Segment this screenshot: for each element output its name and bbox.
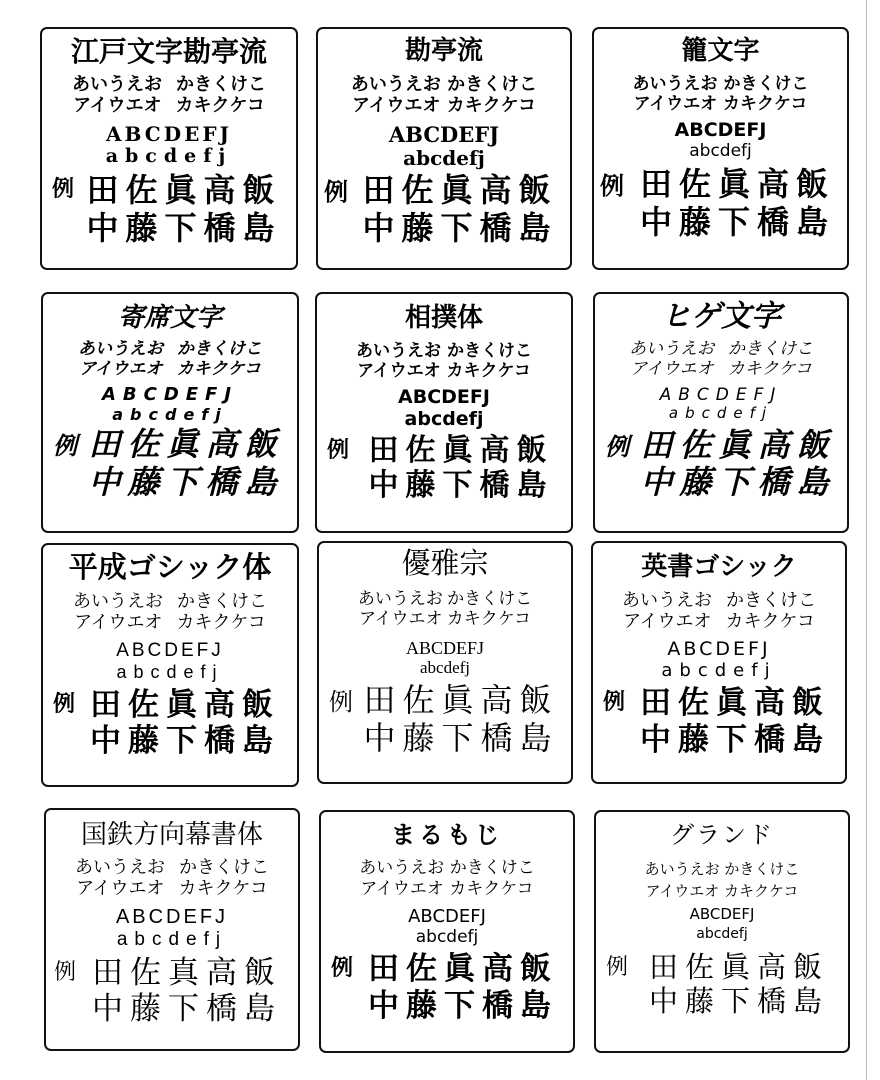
hiragana-group-1: あいうえお: [644, 860, 720, 879]
font-sample-card: [593, 292, 849, 533]
example-kanji-row-2: 中藤下橋島: [648, 983, 829, 1018]
hiragana-group-1: あいうえお: [359, 858, 445, 879]
example-kanji-row-1: 田佐眞高飯: [86, 170, 282, 209]
example-kanji-row-2: 中藤下橋島: [90, 723, 280, 759]
hiragana-sample: [596, 860, 848, 878]
example-kanji-row-1: 田佐眞高飯: [362, 170, 558, 209]
hiragana-group-1: あいうえお: [632, 73, 718, 94]
example-block: [42, 172, 296, 262]
example-kanji-row-1: 田佐眞高飯: [368, 433, 554, 469]
lowercase-sample: abcdefj: [116, 928, 228, 950]
font-name: 相撲体: [404, 303, 483, 333]
katakana-group-2: カキクケコ: [176, 612, 266, 633]
hiragana-sample: [321, 858, 573, 878]
uppercase-sample: ABCDEFJ: [674, 119, 767, 142]
katakana-sample: [321, 879, 573, 899]
lowercase-sample: abcdefj: [404, 408, 484, 431]
hiragana-group-2: かきくけこ: [446, 340, 532, 361]
example-block: [321, 951, 573, 1041]
example-kanji-row-2: 中藤下橋島: [368, 987, 558, 1024]
lowercase-sample: abcdefj: [689, 141, 752, 162]
font-sample-card: [316, 27, 572, 270]
katakana-sample: [319, 609, 571, 629]
font-sample-card: [44, 808, 300, 1051]
font-name: まるもじ: [391, 821, 503, 849]
hiragana-sample: [594, 74, 847, 94]
example-block: [317, 433, 571, 523]
katakana-group-2: カキクケコ: [175, 95, 265, 117]
katakana-group-2: カキクケコ: [724, 882, 799, 901]
hiragana-group-2: かきくけこ: [449, 858, 535, 879]
katakana-sample: [43, 612, 297, 634]
uppercase-sample: ABCDEFJ: [101, 384, 239, 406]
example-label: 例: [52, 175, 75, 202]
katakana-group-2: カキクケコ: [176, 358, 261, 379]
example-block: [596, 950, 848, 1040]
uppercase-sample: ABCDEFJ: [388, 121, 500, 147]
font-sample-card: [592, 27, 849, 270]
katakana-group-1: アイウエオ: [360, 878, 444, 899]
lowercase-sample: abcdefj: [668, 404, 774, 423]
example-block: [43, 426, 297, 516]
hiragana-group-2: かきくけこ: [726, 589, 816, 611]
font-sample-card: [40, 27, 298, 270]
hiragana-sample: [317, 341, 571, 361]
example-kanji-row-1: 田佐眞高飯: [368, 951, 558, 988]
font-name: 優雅宗: [401, 548, 489, 580]
katakana-group-1: アイウエオ: [357, 360, 441, 381]
katakana-sample: [43, 359, 297, 379]
font-name: 勘亭流: [404, 36, 483, 66]
font-name: グランド: [670, 821, 774, 849]
example-label: 例: [606, 954, 629, 980]
lowercase-sample: abcdefj: [415, 926, 479, 947]
example-kanji-row-2: 中藤下橋島: [640, 721, 830, 758]
hiragana-group-1: あいうえお: [73, 590, 163, 611]
example-block: [318, 172, 570, 262]
example-kanji-row-1: 田佐眞高飯: [363, 681, 559, 718]
uppercase-sample: ABCDEFJ: [116, 640, 224, 662]
lowercase-sample: abcdefj: [696, 925, 748, 942]
katakana-sample: [317, 361, 571, 381]
katakana-group-1: アイウエオ: [623, 611, 712, 633]
font-name: ヒゲ文字: [661, 299, 781, 334]
lowercase-sample: abcdefj: [105, 144, 233, 167]
font-sample-card: [319, 810, 575, 1053]
hiragana-group-2: かきくけこ: [177, 590, 267, 611]
example-kanji-row-1: 田佐眞高飯: [640, 685, 830, 722]
example-kanji-row-2: 中藤下橋島: [92, 991, 282, 1027]
hiragana-sample: [593, 590, 845, 612]
font-sample-card: [315, 292, 573, 533]
example-kanji-row-1: 田佐眞高飯: [648, 949, 829, 984]
example-kanji-row-2: 中藤下橋島: [368, 468, 554, 504]
hiragana-group-2: かきくけこ: [179, 856, 269, 877]
example-kanji-row-2: 中藤下橋島: [86, 208, 282, 247]
font-sample-card: [41, 543, 299, 787]
uppercase-sample: ABCDEFJ: [115, 905, 229, 928]
example-kanji-row-1: 田佐眞高飯: [90, 686, 280, 722]
hiragana-group-1: あいうえお: [622, 589, 712, 611]
hiragana-group-1: あいうえお: [356, 340, 442, 361]
example-block: [319, 682, 571, 772]
hiragana-group-2: かきくけこ: [447, 588, 533, 608]
example-label: 例: [324, 176, 348, 206]
hiragana-sample: [46, 857, 298, 879]
uppercase-sample: ABCDEFJ: [408, 906, 486, 928]
katakana-group-1: アイウエオ: [73, 95, 162, 117]
uppercase-sample: ABCDEFJ: [689, 905, 755, 924]
example-kanji-row-2: 中藤下橋島: [363, 719, 559, 756]
font-sample-card: [591, 541, 847, 784]
katakana-group-1: アイウエオ: [633, 93, 718, 114]
katakana-group-2: カキクケコ: [725, 611, 815, 633]
katakana-sample: [596, 882, 848, 900]
lowercase-sample: abcdefj: [116, 661, 224, 682]
font-sample-card: [594, 810, 850, 1053]
katakana-group-2: カキクケコ: [727, 359, 812, 380]
katakana-group-2: カキクケコ: [446, 95, 536, 117]
katakana-sample: [42, 95, 296, 117]
example-block: [43, 687, 297, 777]
hiragana-group-1: あいうえお: [357, 588, 443, 608]
hiragana-sample: [319, 589, 571, 609]
example-label: 例: [327, 438, 350, 464]
example-label: 例: [603, 690, 626, 716]
katakana-group-2: カキクケコ: [178, 878, 268, 899]
hiragana-group-1: あいうえお: [72, 73, 162, 95]
font-sample-card: [317, 541, 573, 784]
example-label: 例: [600, 171, 624, 200]
example-kanji-row-1: 田佐眞高飯: [640, 425, 836, 464]
hiragana-group-2: かきくけこ: [723, 73, 809, 94]
hiragana-group-2: かきくけこ: [724, 860, 800, 879]
example-kanji-row-2: 中藤下橋島: [639, 202, 835, 241]
katakana-group-2: カキクケコ: [446, 609, 532, 629]
example-label: 例: [53, 690, 76, 716]
katakana-group-1: アイウエオ: [74, 612, 163, 633]
uppercase-sample: ABCDEFJ: [106, 121, 232, 146]
uppercase-sample: ABCDEFJ: [667, 637, 771, 660]
hiragana-group-2: かきくけこ: [447, 73, 538, 95]
hiragana-sample: [42, 74, 296, 96]
example-block: [593, 685, 845, 775]
katakana-group-1: アイウエオ: [645, 882, 720, 901]
font-name: 寄席文字: [117, 303, 222, 333]
hiragana-group-1: あいうえお: [78, 338, 163, 359]
uppercase-sample: ABCDEFJ: [405, 637, 485, 658]
katakana-group-2: カキクケコ: [449, 878, 534, 899]
katakana-group-1: アイウエオ: [352, 95, 441, 117]
hiragana-sample: [43, 339, 297, 359]
katakana-group-1: アイウエオ: [630, 359, 714, 380]
hiragana-group-2: かきくけこ: [177, 338, 262, 359]
example-label: 例: [329, 689, 353, 716]
hiragana-group-2: かきくけこ: [728, 339, 813, 359]
font-sample-card: [41, 292, 299, 533]
example-label: 例: [605, 432, 629, 461]
katakana-sample: [593, 611, 845, 633]
hiragana-group-1: あいうえお: [629, 339, 714, 359]
katakana-group-1: アイウエオ: [76, 878, 165, 899]
font-name: 英書ゴシック: [641, 552, 797, 582]
katakana-group-1: アイウエオ: [358, 609, 443, 629]
uppercase-sample: ABCDEFJ: [659, 384, 783, 405]
page-edge-rule: [866, 0, 867, 1080]
example-kanji-row-1: 田佐眞高飯: [88, 425, 284, 464]
hiragana-group-2: かきくけこ: [176, 73, 266, 95]
example-block: [594, 166, 847, 256]
hiragana-sample: [43, 591, 297, 613]
lowercase-sample: abcdefj: [661, 659, 777, 681]
example-block: [46, 955, 298, 1045]
example-kanji-row-1: 田佐眞高飯: [639, 164, 835, 203]
hiragana-group-1: あいうえお: [75, 856, 165, 877]
example-label: 例: [54, 958, 77, 984]
lowercase-sample: abcdefj: [403, 145, 485, 170]
katakana-group-2: カキクケコ: [446, 360, 531, 381]
uppercase-sample: ABCDEFJ: [398, 386, 490, 409]
font-name: 籠文字: [681, 36, 760, 66]
lowercase-sample: abcdefj: [112, 405, 228, 425]
example-kanji-row-2: 中藤下橋島: [640, 463, 836, 502]
lowercase-sample: abcdefj: [419, 658, 471, 678]
example-kanji-row-2: 中藤下橋島: [362, 208, 558, 247]
hiragana-sample: [595, 339, 847, 359]
katakana-sample: [594, 94, 847, 114]
font-name: 平成ゴシック体: [68, 552, 272, 584]
example-label: 例: [53, 432, 77, 461]
katakana-sample: [318, 95, 570, 117]
example-kanji-row-1: 田佐真高飯: [92, 954, 282, 990]
katakana-group-2: カキクケコ: [723, 93, 808, 114]
hiragana-group-1: あいうえお: [350, 73, 441, 95]
font-name: 国鉄方向幕書体: [80, 819, 263, 849]
katakana-sample: [46, 878, 298, 900]
example-kanji-row-2: 中藤下橋島: [88, 463, 284, 502]
katakana-sample: [595, 359, 847, 379]
example-label: 例: [331, 956, 354, 982]
font-name: 江戸文字勘亭流: [70, 35, 267, 68]
katakana-group-1: アイウエオ: [79, 358, 163, 379]
example-block: [595, 427, 847, 517]
hiragana-sample: [318, 74, 570, 96]
